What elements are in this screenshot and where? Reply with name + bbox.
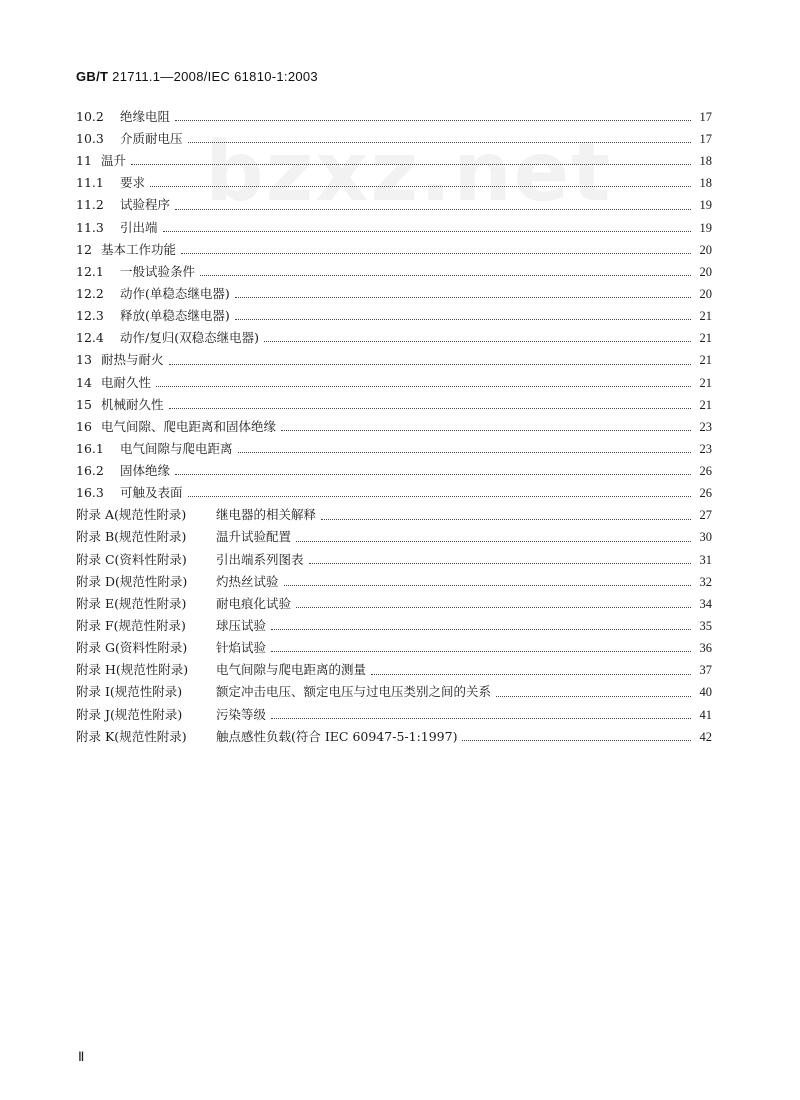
toc-entry-number: 10.2: [76, 108, 104, 124]
dot-leader: [188, 141, 691, 143]
toc-entry-page: 37: [699, 663, 712, 678]
toc-entry-page: 21: [699, 331, 712, 346]
dot-leader: [235, 318, 691, 320]
toc-entry: [76, 128, 712, 150]
toc-entry-page: 34: [699, 596, 712, 611]
toc-entry-page: 26: [699, 464, 712, 479]
toc-entry-number: 11: [76, 153, 92, 169]
toc-entry-page: 27: [699, 508, 712, 523]
toc-entry-number: 附录 D(规范性附录): [76, 573, 188, 589]
toc-entry-number: 附录 E(规范性附录): [76, 595, 187, 611]
toc-entry-page: 42: [699, 729, 712, 744]
toc-entry-title: 动作/复归(双稳态继电器): [120, 330, 259, 346]
document-header: [76, 69, 318, 84]
toc-entry-title: 机械耐久性: [101, 396, 164, 412]
toc-entry-page: 30: [699, 530, 712, 545]
toc-entry-number: 12: [76, 241, 92, 257]
dot-leader: [321, 518, 691, 520]
toc-entry: [76, 682, 712, 704]
toc-entry: [76, 150, 712, 172]
toc-entry-page: 21: [699, 309, 712, 324]
toc-entry-title: 继电器的相关解释: [216, 507, 317, 523]
dot-leader: [309, 562, 691, 564]
toc-entry: [76, 261, 712, 283]
dot-leader: [175, 119, 691, 121]
toc-entry-page: 23: [699, 441, 712, 456]
toc-entry-title: 电气间隙与爬电距离: [120, 440, 233, 456]
toc-entry-number: 12.2: [76, 285, 104, 301]
toc-entry-number: 12.3: [76, 308, 104, 324]
toc-entry-page: 31: [699, 552, 712, 567]
toc-entry: [76, 283, 712, 305]
toc-entry-title: 针焰试验: [216, 640, 267, 656]
toc-entry-number: 附录 K(规范性附录): [76, 728, 187, 744]
toc-entry-page: 23: [699, 419, 712, 434]
dot-leader: [181, 252, 691, 254]
toc-entry-number: 11.2: [76, 197, 104, 213]
toc-entry-title: 触点感性负载(符合 IEC 60947-5-1:1997): [216, 728, 458, 744]
toc-entry-number: 附录 I(规范性附录): [76, 684, 183, 700]
toc-entry: [76, 416, 712, 438]
toc-entry-title: 试验程序: [120, 197, 171, 213]
toc-entry: [76, 527, 712, 549]
toc-entry: [76, 394, 712, 416]
toc-entry-page: 19: [699, 198, 712, 213]
toc-entry-title: 电气间隙、爬电距离和固体绝缘: [101, 418, 277, 434]
dot-leader: [281, 429, 691, 431]
toc-entry-title: 基本工作功能: [101, 241, 177, 257]
toc-entry-number: 附录 C(资料性附录): [76, 551, 187, 567]
dot-leader: [284, 584, 691, 586]
toc-entry-title: 灼热丝试验: [216, 573, 279, 589]
dot-leader: [175, 473, 691, 475]
dot-leader: [238, 451, 691, 453]
dot-leader: [188, 495, 691, 497]
toc-entry: [76, 505, 712, 527]
dot-leader: [169, 363, 691, 365]
toc-entry-title: 电气间隙与爬电距离的测量: [216, 662, 367, 678]
toc-entry: [76, 106, 712, 128]
toc-entry: [76, 350, 712, 372]
toc-entry-page: 20: [699, 242, 712, 257]
toc-entry-title: 温升试验配置: [216, 529, 292, 545]
standard-prefix: GB/T: [76, 69, 109, 84]
dot-leader: [169, 407, 691, 409]
toc-entry-page: 20: [699, 286, 712, 301]
toc-entry-title: 要求: [120, 175, 146, 191]
toc-entry: [76, 239, 712, 261]
dot-leader: [271, 717, 691, 719]
toc-entry-title: 温升: [101, 153, 127, 169]
toc-entry-number: 15: [76, 396, 92, 412]
toc-entry: [76, 549, 712, 571]
toc-entry-page: 21: [699, 353, 712, 368]
toc-entry: [76, 217, 712, 239]
dot-leader: [296, 606, 691, 608]
toc-entry-number: 13: [76, 352, 92, 368]
toc-entry-number: 16.2: [76, 463, 104, 479]
toc-entry-number: 附录 G(资料性附录): [76, 640, 188, 656]
toc-entry-number: 11.3: [76, 219, 104, 235]
toc-entry-title: 引出端系列图表: [216, 551, 304, 567]
toc-entry-page: 17: [699, 131, 712, 146]
toc-entry-title: 额定冲击电压、额定电压与过电压类别之间的关系: [216, 684, 492, 700]
toc-entry-number: 14: [76, 374, 92, 390]
toc-entry: [76, 726, 712, 748]
toc-entry: [76, 704, 712, 726]
dot-leader: [175, 208, 691, 210]
toc-entry-page: 40: [699, 685, 712, 700]
toc-entry-page: 20: [699, 264, 712, 279]
toc-entry-page: 21: [699, 397, 712, 412]
toc-entry: [76, 637, 712, 659]
dot-leader: [156, 385, 691, 387]
toc-entry: [76, 615, 712, 637]
toc-entry: [76, 172, 712, 194]
table-of-contents: [76, 106, 712, 748]
toc-entry-number: 16.3: [76, 485, 104, 501]
toc-entry-page: 18: [699, 176, 712, 191]
toc-entry-title: 电耐久性: [101, 374, 152, 390]
toc-entry-title: 动作(单稳态继电器): [120, 285, 230, 301]
toc-entry-page: 35: [699, 619, 712, 634]
toc-entry: [76, 660, 712, 682]
toc-entry-title: 一般试验条件: [120, 263, 196, 279]
toc-entry: [76, 305, 712, 327]
toc-entry-title: 固体绝缘: [120, 463, 171, 479]
toc-entry-page: 21: [699, 375, 712, 390]
toc-entry-page: 26: [699, 486, 712, 501]
toc-entry-title: 耐电痕化试验: [216, 595, 292, 611]
toc-entry-number: 附录 A(规范性附录): [76, 507, 187, 523]
toc-entry-page: 41: [699, 707, 712, 722]
toc-entry-page: 19: [699, 220, 712, 235]
page-number: Ⅱ: [78, 1049, 85, 1064]
toc-entry: [76, 482, 712, 504]
dot-leader: [150, 185, 691, 187]
toc-entry-number: 附录 H(规范性附录): [76, 662, 189, 678]
toc-entry-number: 16: [76, 418, 92, 434]
dot-leader: [271, 628, 691, 630]
toc-entry-number: 10.3: [76, 130, 104, 146]
toc-entry-number: 附录 J(规范性附录): [76, 706, 183, 722]
watermark: bzxz.net: [205, 125, 613, 220]
dot-leader: [462, 739, 691, 741]
toc-entry-title: 污染等级: [216, 706, 267, 722]
toc-entry: [76, 593, 712, 615]
dot-leader: [371, 673, 691, 675]
toc-entry-number: 12.1: [76, 263, 104, 279]
toc-entry-title: 耐热与耐火: [101, 352, 164, 368]
toc-entry: [76, 460, 712, 482]
dot-leader: [131, 163, 691, 165]
toc-entry-number: 16.1: [76, 440, 104, 456]
toc-entry-page: 36: [699, 641, 712, 656]
dot-leader: [271, 650, 691, 652]
dot-leader: [496, 695, 691, 697]
toc-entry-title: 可触及表面: [120, 485, 183, 501]
toc-entry-title: 球压试验: [216, 618, 267, 634]
dot-leader: [200, 274, 691, 276]
toc-entry: [76, 327, 712, 349]
toc-entry-title: 释放(单稳态继电器): [120, 308, 230, 324]
toc-entry: [76, 571, 712, 593]
dot-leader: [296, 540, 691, 542]
toc-entry-number: 附录 F(规范性附录): [76, 618, 186, 634]
toc-entry-title: 绝缘电阻: [120, 108, 171, 124]
toc-entry-page: 18: [699, 154, 712, 169]
toc-entry-page: 17: [699, 109, 712, 124]
toc-entry: [76, 372, 712, 394]
dot-leader: [163, 230, 691, 232]
standard-number: 21711.1—2008/IEC 61810-1:2003: [108, 69, 318, 84]
toc-entry: [76, 195, 712, 217]
toc-entry-title: 引出端: [120, 219, 158, 235]
dot-leader: [235, 296, 691, 298]
toc-entry-number: 12.4: [76, 330, 104, 346]
toc-entry-page: 32: [699, 574, 712, 589]
toc-entry-number: 附录 B(规范性附录): [76, 529, 187, 545]
toc-entry-number: 11.1: [76, 175, 104, 191]
toc-entry: [76, 438, 712, 460]
toc-entry-title: 介质耐电压: [120, 130, 183, 146]
dot-leader: [264, 340, 691, 342]
